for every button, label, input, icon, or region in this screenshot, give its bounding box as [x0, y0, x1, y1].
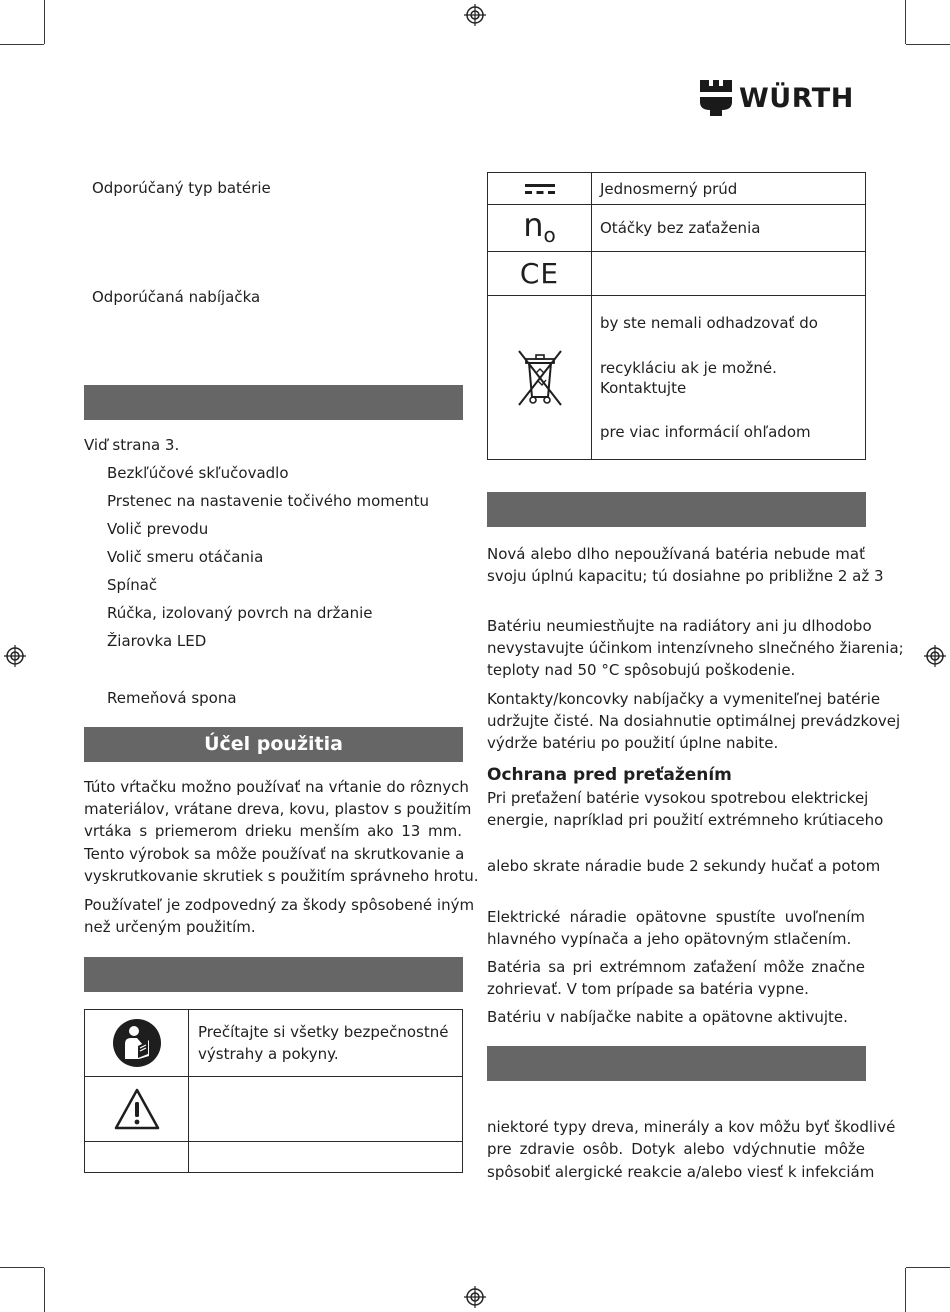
liability-line: Používateľ je zodpovedný za škody spôsobené iným	[84, 896, 475, 914]
no-load-speed-symbol: n	[523, 206, 544, 244]
part-item: Prstenec na nastavenie točivého momentu	[107, 492, 430, 510]
battery-line: udržujte čisté. Na dosiahnutie optimálnej prevádzkovej	[487, 712, 901, 730]
weee-line: by ste nemali odhadzovať do	[600, 314, 818, 332]
registration-mark-icon	[4, 645, 26, 667]
part-item: Volič smeru otáčania	[107, 548, 264, 566]
crop-mark	[0, 44, 44, 45]
section-bar-blank	[84, 385, 463, 420]
battery-line: teploty nad 50 °C spôsobujú poškodenie.	[487, 661, 796, 679]
symbol-text-cell	[189, 1010, 463, 1077]
crop-mark	[906, 44, 950, 45]
crop-mark	[0, 1267, 44, 1268]
symbol-text-cell	[189, 1077, 463, 1142]
brand-logo	[700, 80, 854, 116]
symbol-cell	[488, 205, 592, 252]
purpose-line: vyskrutkovanie skrutiek s použitím správneho hrotu.	[84, 867, 479, 885]
electrical-symbol-table	[487, 172, 866, 460]
overload-line: hlavného vypínača a jeho opätovným stlačením.	[487, 930, 852, 948]
purpose-line: Tento výrobok sa môže používať na skrutkovanie a	[84, 845, 465, 863]
purpose-line: materiálov, vrátane dreva, kovu, plastov s použitím	[84, 800, 472, 818]
part-item: Žiarovka LED	[107, 632, 207, 650]
battery-line: Batériu neumiestňujte na radiátory ani ju dlhodobo	[487, 617, 872, 635]
part-item: Spínač	[107, 576, 158, 594]
crop-mark	[905, 0, 906, 44]
symbol-cell	[85, 1010, 189, 1077]
symbol-cell	[488, 296, 592, 460]
section-bar-blank	[487, 492, 866, 527]
see-page-text: Viď strana 3.	[84, 436, 180, 454]
section-bar-blank	[487, 1046, 866, 1081]
dust-line: niektoré typy dreva, minerály a kov môžu byť škodlivé	[487, 1118, 896, 1136]
ce-mark: CE	[519, 257, 560, 290]
charger-label: Odporúčaná nabíjačka	[92, 288, 261, 306]
read-instructions-line: výstrahy a pokyny.	[198, 1045, 339, 1063]
weee-text-cell	[592, 296, 866, 460]
overload-line: Pri preťažení batérie vysokou spotrebou elektrickej	[487, 789, 869, 807]
overload-line: alebo skrate náradie bude 2 sekundy hučať a potom	[487, 857, 881, 875]
brand-name: WÜRTH	[739, 82, 854, 114]
symbol-text-cell	[592, 252, 866, 296]
overload-line: zohrievať. V tom prípade sa batéria vypne.	[487, 980, 809, 998]
liability-line: než určeným použitím.	[84, 918, 256, 936]
symbol-cell	[488, 252, 592, 296]
overload-line: Batéria sa pri extrémnom zaťažení môže značne	[487, 958, 865, 976]
symbol-cell	[85, 1142, 189, 1173]
read-instructions-line: Prečítajte si všetky bezpečnostné	[198, 1023, 449, 1041]
symbol-cell	[488, 173, 592, 205]
section-title-purpose: Účel použitia	[84, 727, 463, 762]
dust-line: spôsobiť alergické reakcie a/alebo viesť k infekciám	[487, 1163, 875, 1181]
registration-mark-icon	[464, 4, 486, 26]
purpose-line: vrtáka s priemerom drieku menším ako 13 mm.	[84, 822, 462, 840]
battery-line: svoju úplnú kapacitu; tú dosiahne po približne 2 až 3	[487, 567, 884, 585]
crop-mark	[906, 1267, 950, 1268]
battery-line: Kontakty/koncovky nabíjačky a vymeniteľnej batérie	[487, 690, 881, 708]
battery-line: Nová alebo dlho nepoužívaná batéria nebude mať	[487, 545, 865, 563]
overload-line: Elektrické náradie opätovne spustíte uvoľnením	[487, 908, 865, 926]
registration-mark-icon	[924, 645, 946, 667]
crop-mark	[44, 1268, 45, 1312]
wurth-emblem-icon	[700, 80, 732, 116]
crop-mark	[905, 1268, 906, 1312]
purpose-line: Túto vŕtačku možno používať na vŕtanie do rôznych	[84, 778, 469, 796]
dust-line: pre zdravie osôb. Dotyk alebo vdýchnutie môže	[487, 1140, 865, 1158]
part-item: Remeňová spona	[107, 689, 237, 707]
dc-current-text: Jednosmerný prúd	[592, 173, 866, 205]
overload-line: energie, napríklad pri použití extrémneho krútiaceho	[487, 811, 884, 829]
crop-mark	[44, 0, 45, 44]
part-item: Volič prevodu	[107, 520, 209, 538]
weee-bin-icon	[517, 349, 563, 407]
no-load-speed-text: Otáčky bez zaťaženia	[592, 205, 866, 252]
battery-type-label: Odporúčaný typ batérie	[92, 179, 271, 197]
section-bar-blank	[84, 957, 463, 992]
read-manual-icon	[112, 1018, 162, 1068]
part-item: Rúčka, izolovaný povrch na držanie	[107, 604, 373, 622]
symbol-text-cell	[189, 1142, 463, 1173]
part-item: Bezkľúčové skľučovadlo	[107, 464, 289, 482]
battery-line: nevystavujte účinkom intenzívneho slnečného žiarenia;	[487, 639, 904, 657]
symbol-cell	[85, 1077, 189, 1142]
battery-line: výdrže batériu po použití úplne nabite.	[487, 734, 779, 752]
registration-mark-icon	[464, 1286, 486, 1308]
no-load-speed-subscript: o	[543, 223, 556, 247]
overload-heading: Ochrana pred preťažením	[487, 765, 732, 785]
overload-line: Batériu v nabíjačke nabite a opätovne aktivujte.	[487, 1008, 848, 1026]
dc-current-icon	[525, 183, 555, 195]
weee-line: recykláciu ak je možné. Kontaktujte	[600, 359, 777, 397]
weee-line: pre viac informácií ohľadom	[600, 423, 811, 441]
warning-triangle-icon	[113, 1087, 161, 1131]
safety-symbol-table	[84, 1009, 463, 1173]
